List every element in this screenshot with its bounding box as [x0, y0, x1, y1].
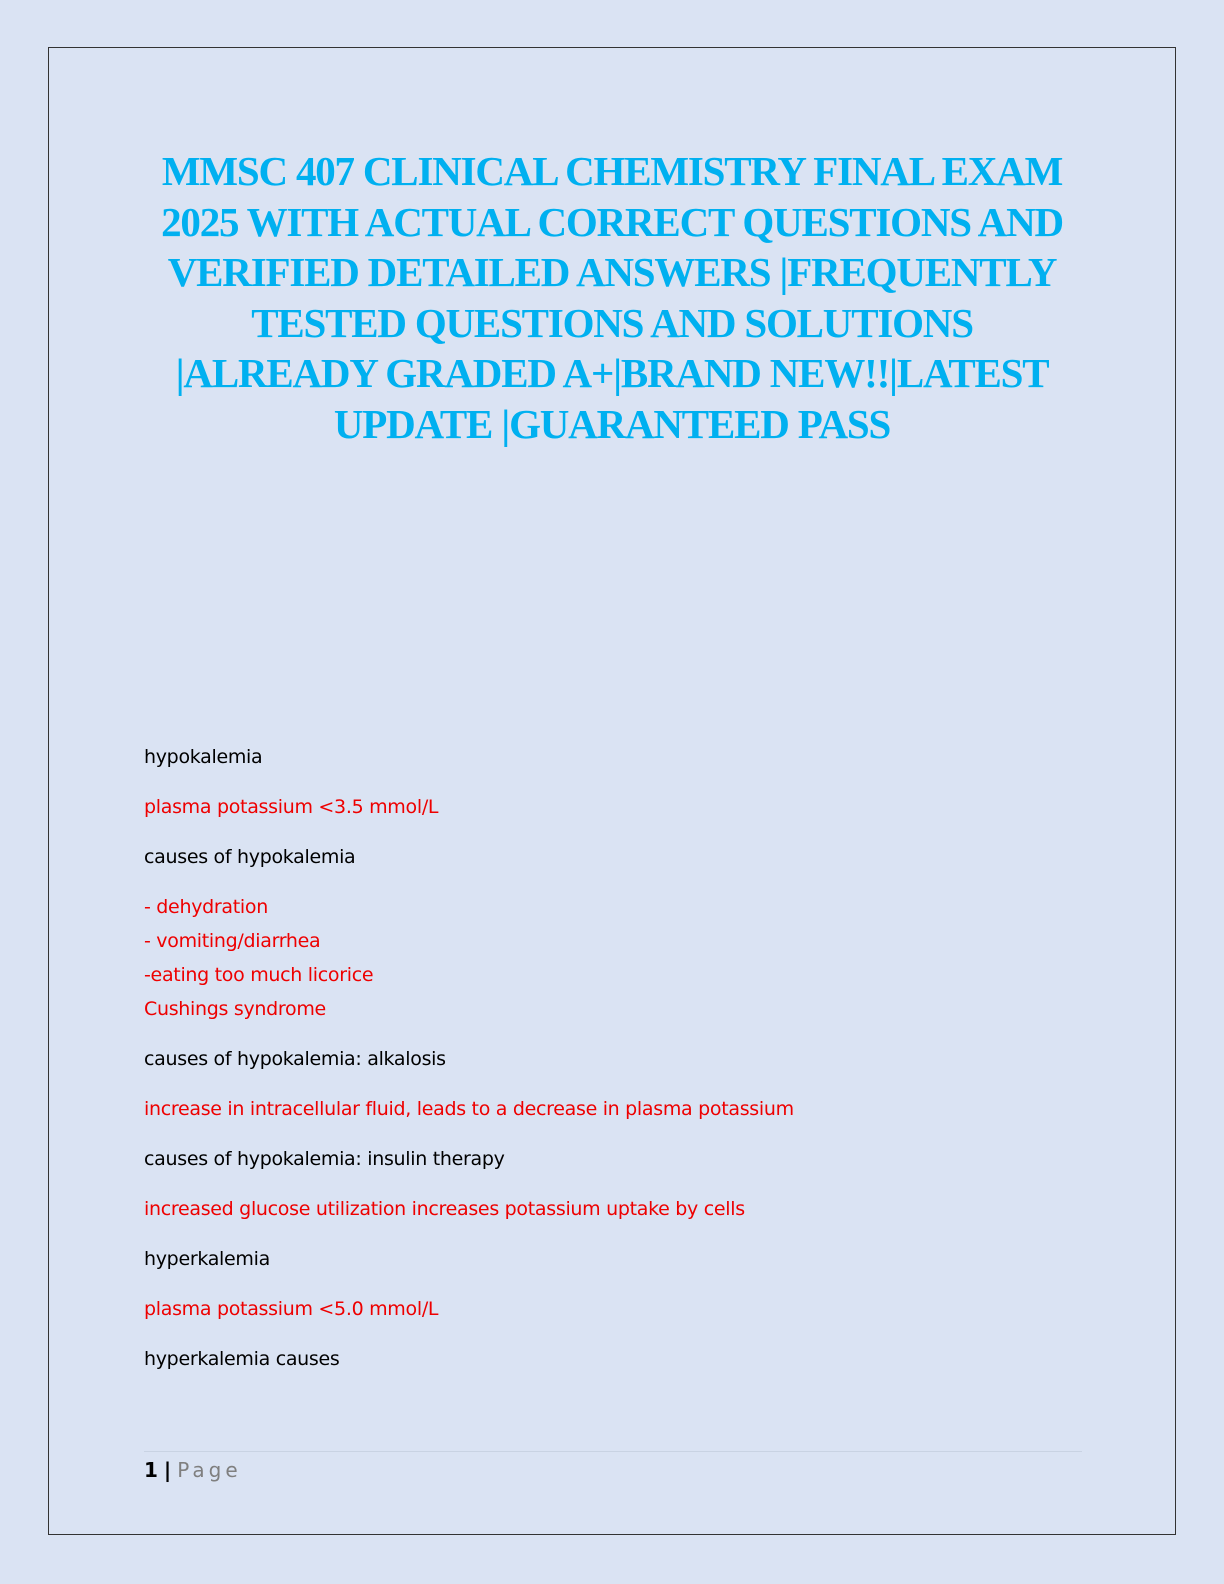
answer-line: - dehydration — [144, 896, 268, 918]
question-text: causes of hypokalemia: insulin therapy — [144, 1148, 505, 1170]
answer-line: Cushings syndrome — [144, 998, 326, 1020]
answer-text — [144, 790, 1084, 824]
question-text: hypokalemia — [144, 746, 263, 768]
page-label: Page — [177, 1458, 242, 1482]
footer-divider — [144, 1451, 1082, 1452]
answer-text — [144, 1292, 1084, 1326]
qa-content — [144, 740, 1084, 1392]
answer-text — [144, 1192, 1084, 1226]
answer-line: - vomiting/diarrhea — [144, 930, 321, 952]
page-number: 1 — [144, 1458, 158, 1482]
question-text: hyperkalemia — [144, 1248, 270, 1270]
question-text: causes of hypokalemia: alkalosis — [144, 1048, 446, 1070]
question-text: causes of hypokalemia — [144, 846, 356, 868]
page-footer — [144, 1455, 242, 1485]
answer-text — [144, 890, 1084, 1026]
answer-line: plasma potassium <5.0 mmol/L — [144, 1298, 439, 1320]
document-title: MMSC 407 CLINICAL CHEMISTRY FINAL EXAM 2025 WITH ACTUAL CORRECT QUESTIONS AND VERIFIED DETAILED ANSWERS |FREQUENTLY TESTED QUESTIONS AND SOLUTIONS |ALREADY GRADED A+|BRAND NEW!!|LATEST UPDATE |GUARANTEED PASS — [161, 148, 1063, 447]
question-text: hyperkalemia causes — [144, 1348, 340, 1370]
answer-text — [144, 1092, 1084, 1126]
answer-line: increase in intracellular fluid, leads to a decrease in plasma potassium — [144, 1098, 794, 1120]
answer-line: plasma potassium <3.5 mmol/L — [144, 796, 439, 818]
answer-line: increased glucose utilization increases potassium uptake by cells — [144, 1198, 745, 1220]
footer-separator: | — [163, 1458, 172, 1482]
answer-line: -eating too much licorice — [144, 964, 374, 986]
